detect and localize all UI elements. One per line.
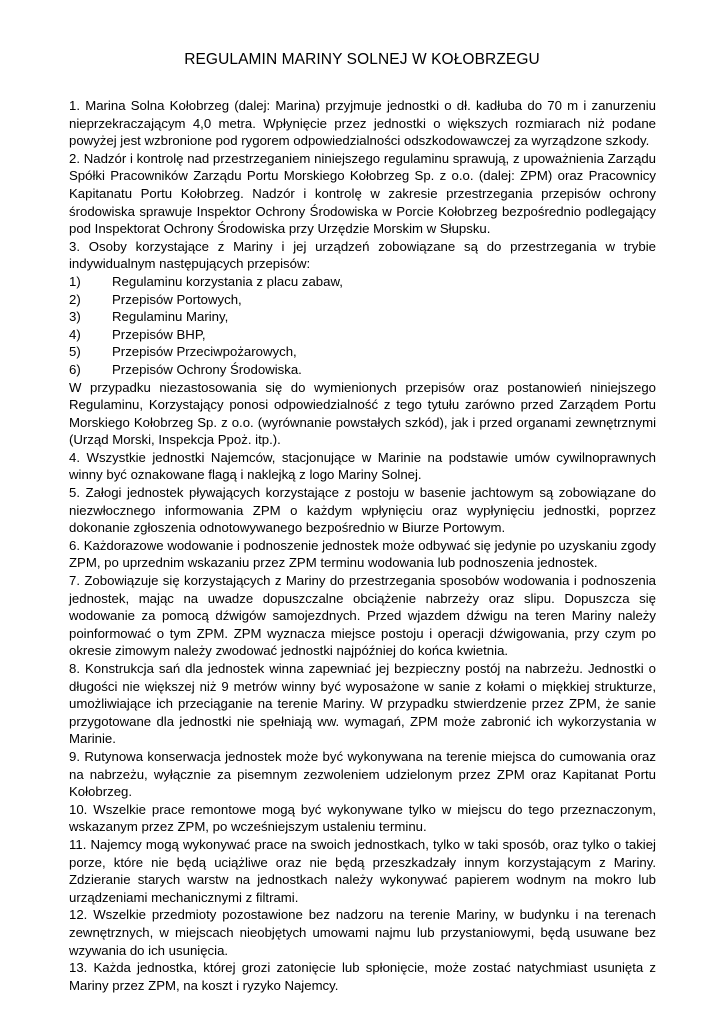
paragraph-1: 1. Marina Solna Kołobrzeg (dalej: Marina) przyjmuje jednostki o dł. kadłuba do 70 m i zanurzeniu nieprzekraczającym 4,0 metra. Wpłynięcie przez jednostki o większych rozmiarach niż podane powyżej jest wzbronione pod rygorem odpowiedzialności odszkodowawczej za wyrządzone szkody. — [69, 98, 656, 149]
paragraph-2: 2. Nadzór i kontrolę nad przestrzeganiem niniejszego regulaminu sprawują, z upoważnienia Zarządu Spółki Pracowników Zarządu Portu Morskiego Kołobrzeg Sp. z o.o. (dalej: ZPM) oraz Pracownicy Kapitanatu Portu Kołobrzeg. Nadzór i kontrolę w zakresie przestrzegania przepisów ochrony środowiska sprawuje Inspektor Ochrony Środowiska w Porcie Kołobrzeg bezpośrednio podlegający pod Inspektorat Ochrony Środowiska przy Urzędzie Morskim w Słupsku. — [69, 150, 656, 237]
paragraph-6: 6. Każdorazowe wodowanie i podnoszenie jednostek może odbywać się jedynie po uzyskaniu zgody ZPM, po uprzednim wskazaniu przez ZPM terminu wodowania lub podnoszenia jednostek. — [69, 537, 656, 571]
list-item-text: Przepisów BHP, — [112, 326, 206, 342]
list-item — [69, 326, 656, 344]
list-item-text: Przepisów Portowych, — [112, 291, 242, 307]
list-item — [69, 343, 656, 361]
paragraph-11: 11. Najemcy mogą wykonywać prace na swoich jednostkach, tylko w taki sposób, oraz tylko o takiej porze, które nie będą uciążliwe oraz nie będą przeszkadzały innym korzystającym z Mariny. Zdzieranie starych warstw na jednostkach należy wykonywać papierem wodnym na mokro lub urządzeniami mechanicznymi z filtrami. — [69, 836, 656, 905]
document-title: REGULAMIN MARINY SOLNEJ W KOŁOBRZEGU — [184, 51, 540, 68]
list-item-number: 5) — [69, 344, 81, 360]
list-item — [69, 308, 656, 326]
list-item — [69, 273, 656, 291]
list-item-number: 6) — [69, 361, 81, 377]
list-item-text: Przepisów Przeciwpożarowych, — [112, 344, 297, 360]
paragraph-7: 7. Zobowiązuje się korzystających z Mariny do przestrzegania sposobów wodowania i podnoszenia jednostek, mając na uwadze dopuszczalne obciążenie nabrzeży oraz slipu. Dopuszcza się wodowanie za pomocą dźwigów samojezdnych. Przed wjazdem dźwigu na teren Mariny należy poinformować o tym ZPM. ZPM wyznacza miejsce postoju i operacji dźwigowania, przy czym po okresie zimowym należy zwodować jednostki najpóźniej do końca kwietnia. — [69, 573, 656, 659]
paragraph-3-consequences: W przypadku niezastosowania się do wymienionych przepisów oraz postanowień niniejszego Regulaminu, Korzystający ponosi odpowiedzialność z tego tytułu zarówno przed Zarządem Portu Morskiego Kołobrzeg Sp. z o.o. (wyrównanie powstałych szkód), jak i przed organami zewnętrznymi (Urząd Morski, Inspekcja Ppoż. itp.). — [69, 379, 656, 448]
list-item-text: Regulaminu Mariny, — [112, 309, 229, 325]
list-item-number: 1) — [69, 273, 81, 289]
list-item — [69, 291, 656, 309]
paragraph-8: 8. Konstrukcja sań dla jednostek winna zapewniać jej bezpieczny postój na nabrzeżu. Jednostki o długości nie większej niż 9 metrów winny być wyposażone w sanie z kołami o miękkiej strukturze, umożliwiające ich przeciąganie na terenie Mariny. W przypadku stwierdzenie przez ZPM, że sanie przygotowane dla jednostki nie spełniają ww. wymagań, ZPM może zabronić ich wykorzystania w Marinie. — [69, 661, 656, 747]
paragraph-9: 9. Rutynowa konserwacja jednostek może być wykonywana na terenie miejsca do cumowania oraz na nabrzeżu, wyłącznie za pisemnym zezwoleniem udzielonym przez ZPM oraz Kapitanat Portu Kołobrzeg. — [69, 748, 656, 800]
list-item-number: 4) — [69, 326, 81, 342]
list-item-number: 2) — [69, 291, 81, 307]
list-item-text: Przepisów Ochrony Środowiska. — [112, 361, 302, 377]
document-body — [69, 97, 656, 994]
paragraph-13: 13. Każda jednostka, której grozi zatonięcie lub spłonięcie, może zostać natychmiast usunięta z Mariny przez ZPM, na koszt i ryzyko Najemcy. — [69, 960, 656, 993]
list-item-number: 3) — [69, 309, 81, 325]
paragraph-10: 10. Wszelkie prace remontowe mogą być wykonywane tylko w miejscu do tego przeznaczonym, wskazanym przez ZPM, po wcześniejszym ustaleniu terminu. — [69, 801, 656, 835]
paragraph-4: 4. Wszystkie jednostki Najemców, stacjonujące w Marinie na podstawie umów cywilnoprawnych winny być oznakowane flagą i naklejką z logo Mariny Solnej. — [69, 449, 656, 483]
paragraph-3: 3. Osoby korzystające z Mariny i jej urządzeń zobowiązane są do przestrzegania w trybie indywidualnym następujących przepisów: — [69, 238, 656, 272]
paragraph-5: 5. Załogi jednostek pływających korzystające z postoju w basenie jachtowym są zobowiązane do niezwłocznego informowania ZPM o każdym wpłynięciu oraz wypłynięciu jednostki, poprzez dokonanie zgłoszenia odnotowywanego bezpośrednio w Biurze Portowym. — [69, 485, 656, 536]
list-item — [69, 361, 656, 379]
paragraph-12: 12. Wszelkie przedmioty pozostawione bez nadzoru na terenie Mariny, w budynku i na terenach zewnętrznych, w miejscach nieobjętych umowami najmu lub przystaniowymi, będą usuwane bez wzywania do ich usunięcia. — [69, 907, 656, 958]
list-item-text: Regulaminu korzystania z placu zabaw, — [112, 273, 343, 289]
